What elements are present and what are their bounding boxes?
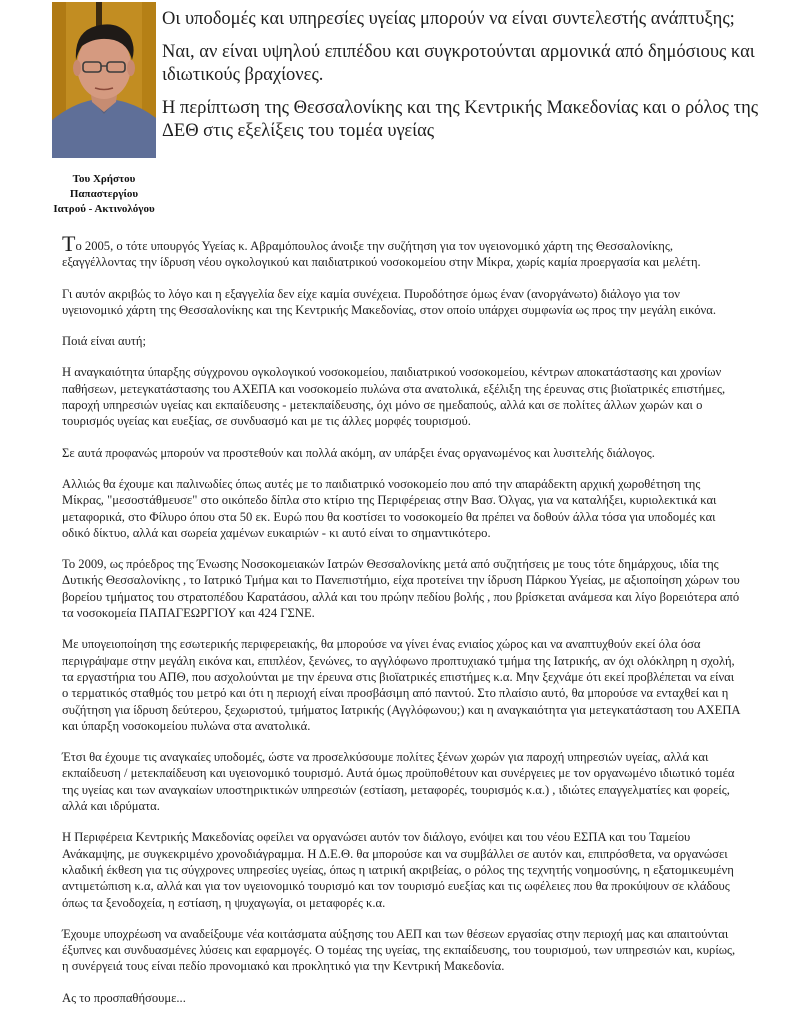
paragraph-closing: Ας το προσπαθήσουμε...: [62, 990, 186, 1005]
paragraph: Έτσι θα έχουμε τις αναγκαίες υποδομές, ώστε να προσελκύσουμε πολίτες ξένων χωρών για παροχή υπηρεσιών υγείας, αλλά και εκπαίδευση / μετεκπαίδευση και υγειονομικό τουρισμό. Αυτά όμως προϋποθέτουν και συνέργειες με τον οργανωμένο ιδιωτικό τομέα της υγείας και των αναγκαίων υποστηρικτικών υπηρεσιών (εστίαση, μεταφορές, τουρισμός κ.α.) , ιδιώτες επαγγελματίες και φορείς, αλλά και ιδρύματα.: [62, 750, 735, 814]
author-byline: [36, 172, 172, 217]
paragraph: Με υπογειοποίηση της εσωτερικής περιφερειακής, θα μπορούσε να γίνει ένας ενιαίος χώρος και να αναπτυχθούν εκεί όλα όσα περιγράψαμε στην μεγάλη εικόνα και, επιπλέον, ξενώνες, το αγγλόφωνο προπτυχιακό τμήμα της Ιατρικής, αν όχι ολόκληρη η σχολή, τα εργαστήρια του ΑΠΘ, που ασχολούνται με την έρευνα στις βιοϊατρικές επιστήμες κ.α. Μην ξεχνάμε ότι εκεί προβλέπεται να είναι ο τερματικός σταθμός του μετρό και ότι η περιοχή είναι προσβάσιμη από παντού. Στο πλαίσιο αυτό, θα μπορούσε να ενταχθεί και η συζήτηση για ίδρυση δεύτερου, ξεχωριστού, τμήματος Ιατρικής (Αγγλόφωνου;) και η αναγκαιότητα για μετεγκατάσταση του ΑΧΕΠΑ και ύπαρξη νοσοκομείου πυλώνα στα ανατολικά.: [62, 637, 740, 733]
paragraph: Η αναγκαιότητα ύπαρξης σύγχρονου ογκολογικού νοσοκομείου, παιδιατρικού νοσοκομείου, κέντρων αποκατάστασης και χρονίων παθήσεων, μετεγκατάστασης του ΑΧΕΠΑ και νοσοκομείο πυλώνα στα ανατολικά, εξέλιξη της έρευνας στις βιοϊατρικές επιστήμες, παροχή υπηρεσιών υγείας και εκπαίδευσης - μετεκπαίδευσης, όχι μόνο σε ημεδαπούς, αλλά και σε πολίτες άλλων χωρών και ο τουρισμός υγείας και ευεξίας, σε συνδυασμό και με τις άλλες μορφές τουρισμού.: [62, 365, 726, 429]
headline-question: Οι υποδομές και υπηρεσίες υγείας μπορούν να είναι συντελεστής ανάπτυξης;: [162, 9, 735, 29]
headline-subtitle: Η περίπτωση της Θεσσαλονίκης και της Κεντρικής Μακεδονίας και ο ρόλος της ΔΕΘ στις εξελίξεις του τομέα υγείας: [162, 98, 759, 141]
drop-cap: Τ: [62, 231, 76, 256]
paragraph: Ποιά είναι αυτή;: [62, 334, 147, 349]
paragraph: Γι αυτόν ακριβώς το λόγο και η εξαγγελία δεν είχε καμία συνέχεια. Πυροδότησε όμως έναν (ανοργάνωτο) διάλογο για τον υγειονομικό χάρτη της Θεσσαλονίκης και της Κεντρικής Μακεδονίας, στον οποίο υπάρχει συμφωνία ως προς την μεγάλη εικόνα.: [62, 286, 716, 317]
author-name-last: Παπαστεργίου: [69, 188, 139, 200]
paragraph: Το 2009, ως πρόεδρος της Ένωσης Νοσοκομειακών Ιατρών Θεσσαλονίκης μετά από συζητήσεις με τους τότε δημάρχους, ιδία της Δυτικής Θεσσαλονίκης , το Ιατρικό Τμήμα και το Πανεπιστήμιο, είχα προτείνει την ίδρυση Πάρκου Υγείας, με αξιοποίηση χώρων του βορείου τμήματος του στρατοπέδου Καρατάσου, αλλά και του πρώην πεδίου βολής , που βρίσκεται ανάμεσα και λίγο βορειότερα από τα νοσοκομεία ΠΑΠΑΓΕΩΡΓΙΟΥ και 424 ΓΣΝΕ.: [62, 557, 740, 621]
paragraph-intro: [62, 231, 742, 271]
author-photo: [52, 2, 156, 158]
portrait-image: [52, 2, 156, 158]
paragraph-intro-text: ο 2005, ο τότε υπουργός Υγείας κ. Αβραμόπουλος άνοιξε την συζήτηση για τον υγειονομικό χάρτη της Θεσσαλονίκης, εξαγγέλλοντας την ίδρυση νέου ογκολογικού και παιδιατρικού νοσοκομείου στην Μίκρα, χωρίς καμία προεργασία και μελέτη.: [62, 239, 701, 270]
author-profession: Ιατρού - Ακτινολόγου: [53, 203, 155, 215]
paragraph: Η Περιφέρεια Κεντρικής Μακεδονίας οφείλει να οργανώσει αυτόν τον διάλογο, ενόψει και του νέου ΕΣΠΑ και του Ταμείου Ανάκαμψης, με συγκεκριμένο χρονοδιάγραμμα. Η Δ.Ε.Θ. θα μπορούσε και να συμβάλλει σε αυτόν και, επιπρόσθετα, να οργανώσει κλαδική έκθεση για τις σύγχρονες υπηρεσίες υγείας, όπως η ιατρική ακριβείας, ο ρόλος της τεχνητής νοημοσύνης, η εξατομικευμένη αντιμετώπιση κ.α, αλλά και για τον υγειονομικό τουρισμό και τον τουρισμό ευεξίας και τις ωφέλειες που θα προκύψουν σε κλάδους όπως τα ξενοδοχεία, η εστίαση, η ψυχαγωγία, οι μεταφορές κ.α.: [62, 830, 734, 910]
headline-answer: Ναι, αν είναι υψηλού επιπέδου και συγκροτούνται αρμονικά από δημόσιους και ιδιωτικούς βραχίονες.: [162, 42, 755, 85]
paragraph: Έχουμε υποχρέωση να αναδείξουμε νέα κοιτάσματα αύξησης του ΑΕΠ και των θέσεων εργασίας στην περιοχή μας και απαιτούνται έξυπνες και συνδυασμένες λύσεις και εφαρμογές. Ο τομέας της υγείας, της εκπαίδευσης, του τουρισμού, των υπηρεσιών και, κυρίως, η συνέργειά τους είναι πεδίο προνομιακό και προκλητικό για την Κεντρική Μακεδονία.: [62, 926, 736, 974]
article-headlines: [162, 8, 782, 153]
paragraph: Αλλιώς θα έχουμε και παλινωδίες όπως αυτές με το παιδιατρικό νοσοκομείο που από την απαράδεκτη αρχική χωροθέτηση της Μίκρας, "μεσοστάθμευσε" στο οικόπεδο δίπλα στο κτίριο της Περιφέρειας στην Βασ. Όλγας, για να καταλήξει, κυριολεκτικά και μεταφορικά, στο Φίλυρο όπου στα 50 εκ. Ευρώ που θα κοστίσει το νοσοκομείο θα πρέπει να δοθούν άλλα τόσα για υποδομές και οδικό δίκτυο, αλλά και σωρεία χαμένων ευκαιριών - κι αυτό είναι το σημαντικότερο.: [62, 476, 717, 540]
paragraph: Σε αυτά προφανώς μπορούν να προστεθούν και πολλά ακόμη, αν υπάρξει ένας οργανωμένος και λυσιτελής διάλογος.: [62, 445, 655, 460]
article-body: [62, 231, 742, 1021]
author-name-first: Του Χρήστου: [72, 173, 136, 185]
